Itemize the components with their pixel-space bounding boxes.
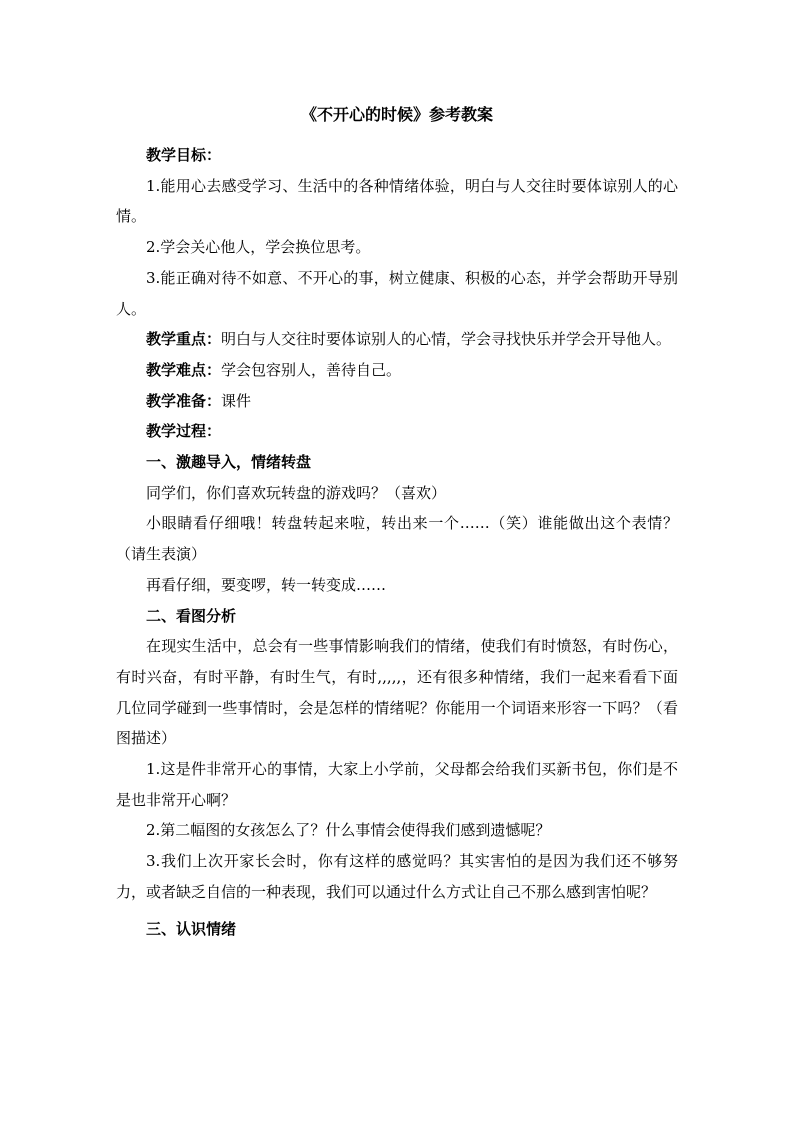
key-points-paragraph — [116, 324, 678, 355]
preparation-text: 课件 — [221, 391, 252, 410]
process-heading: 教学过程： — [146, 422, 222, 441]
objective-item: 2.学会关心他人，学会换位思考。 — [146, 238, 371, 257]
difficulties-paragraph — [116, 355, 678, 386]
section-paragraph: 3.我们上次开家长会时，你有这样的感觉吗？其实害怕的是因为我们还不够努力，或者缺乏自信的一种表现，我们可以通过什么方式让自己不那么感到害怕呢？ — [116, 852, 678, 901]
document-body — [116, 140, 678, 944]
key-points-label: 教学重点： — [146, 330, 222, 349]
section-heading: 三、认识情绪 — [146, 919, 237, 938]
key-points-text: 明白与人交往时要体谅别人的心情，学会寻找快乐并学会开导他人。 — [221, 330, 672, 349]
preparation-paragraph — [116, 386, 678, 417]
document-title: 《不开心的时候》参考教案 — [300, 105, 493, 124]
difficulties-text: 学会包容别人，善待自己。 — [221, 360, 402, 379]
section-paragraph: 1.这是件非常开心的事情，大家上小学前，父母都会给我们买新书包，你们是不是也非常开心啊？ — [116, 760, 678, 809]
section-paragraph: 2.第二幅图的女孩怎么了？什么事情会使得我们感到遗憾呢？ — [146, 821, 551, 840]
difficulties-label: 教学难点： — [146, 360, 222, 379]
preparation-label: 教学准备： — [146, 391, 222, 410]
objective-item: 1.能用心去感受学习、生活中的各种情绪体验，明白与人交往时要体谅别人的心情。 — [116, 176, 678, 226]
objective-item: 3.能正确对待不如意、不开心的事，树立健康、积极的心态，并学会帮助开导别人。 — [116, 268, 678, 318]
section-heading: 一、激趣导入，情绪转盘 — [146, 453, 312, 472]
section-paragraph: 再看仔细，要变啰，转一转变成…… — [146, 575, 387, 594]
section-paragraph: 同学们，你们喜欢玩转盘的游戏吗？（喜欢） — [146, 483, 447, 502]
section-paragraph: 在现实生活中，总会有一些事情影响我们的情绪，使我们有时愤怒，有时伤心，有时兴奋，有时平静，有时生气，有时,,,,,，还有很多种情绪，我们一起来看看下面几位同学碰到一些事情时，会是怎样的情绪呢？你能用一个词语来形容一下吗？（看图描述） — [116, 637, 678, 748]
section-paragraph: 小眼睛看仔细哦！转盘转起来啦，转出来一个……（笑）谁能做出这个表情？（请生表演） — [116, 514, 678, 564]
section-heading: 二、看图分析 — [146, 606, 237, 625]
objectives-heading: 教学目标： — [146, 146, 222, 164]
